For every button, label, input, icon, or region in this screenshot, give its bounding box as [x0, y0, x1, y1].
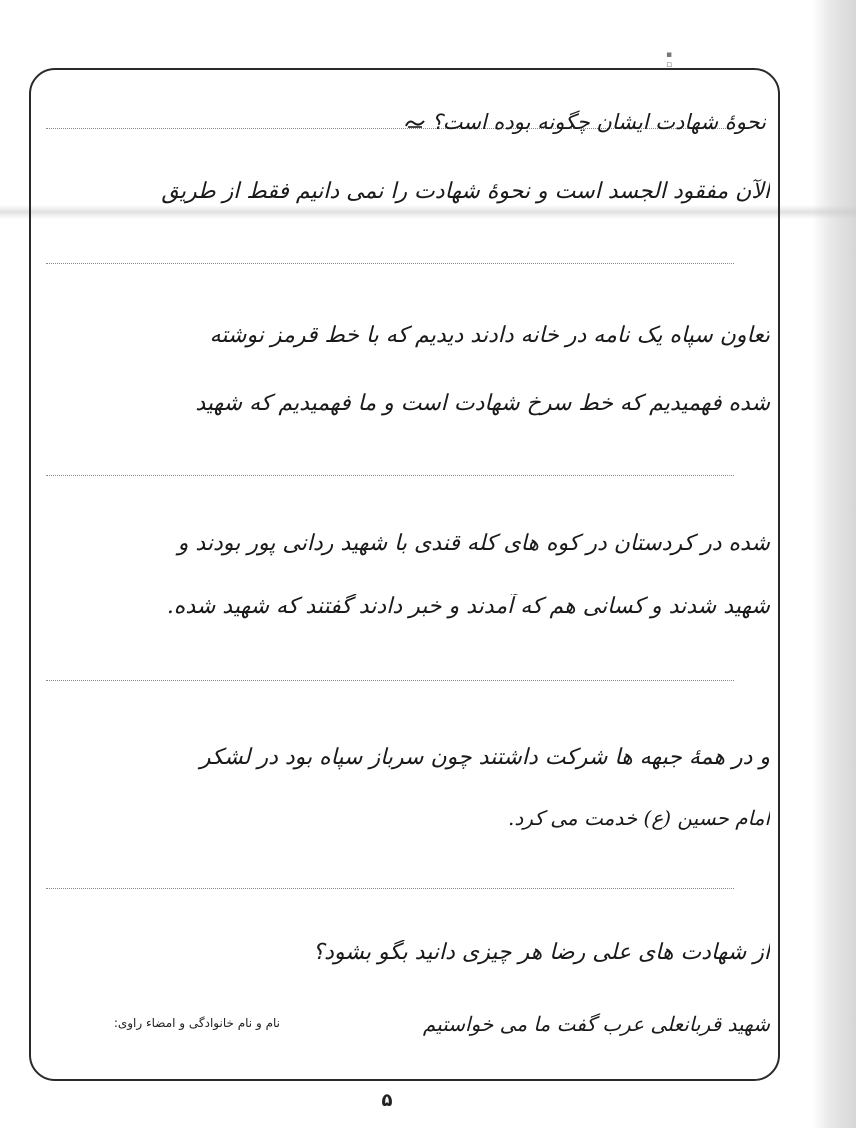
question-line [76, 110, 766, 134]
answer-line: الآن مفقود الجسد است و نحوهٔ شهادت را نمی دانیم فقط از طریق [161, 179, 770, 204]
scan-shadow-edge [812, 0, 856, 1128]
answer-line: امام حسین (ع) خدمت می کرد. [508, 806, 770, 830]
writing-line [46, 888, 734, 889]
question-marker-icon [405, 110, 425, 134]
answer-line: شده در کردستان در کوه های کله قندی با شهید ردانی پور بودند و [177, 531, 770, 556]
page-number: ۵ [381, 1090, 393, 1111]
answer-line: و در همهٔ جبهه ها شرکت داشتند چون سرباز سپاه بود در لشکر [199, 745, 770, 770]
page-frame [29, 68, 780, 1081]
signature-label: نام و نام خانوادگی و امضاء راوی: [113, 1016, 280, 1030]
question-text: نحوهٔ شهادت ایشان چگونه بوده است؟ [431, 110, 766, 134]
answer-line: از شهادت های علی رضا هر چیزی دانید بگو بشود؟ [312, 940, 770, 965]
answer-line: شهید قربانعلی عرب گفت ما می خواستیم [422, 1012, 770, 1036]
writing-line [46, 475, 734, 476]
top-printer-marks: ▪ ▫ [666, 50, 735, 70]
answer-line: تعاون سپاه یک نامه در خانه دادند دیدیم که با خط قرمز نوشته [209, 323, 770, 348]
writing-line [46, 680, 734, 681]
writing-line [46, 263, 734, 264]
answer-line: شهید شدند و کسانی هم که آمدند و خبر دادند گفتند که شهید شده. [166, 594, 770, 619]
answer-line: شده فهمیدیم که خط سرخ شهادت است و ما فهمیدیم که شهید [195, 391, 770, 416]
